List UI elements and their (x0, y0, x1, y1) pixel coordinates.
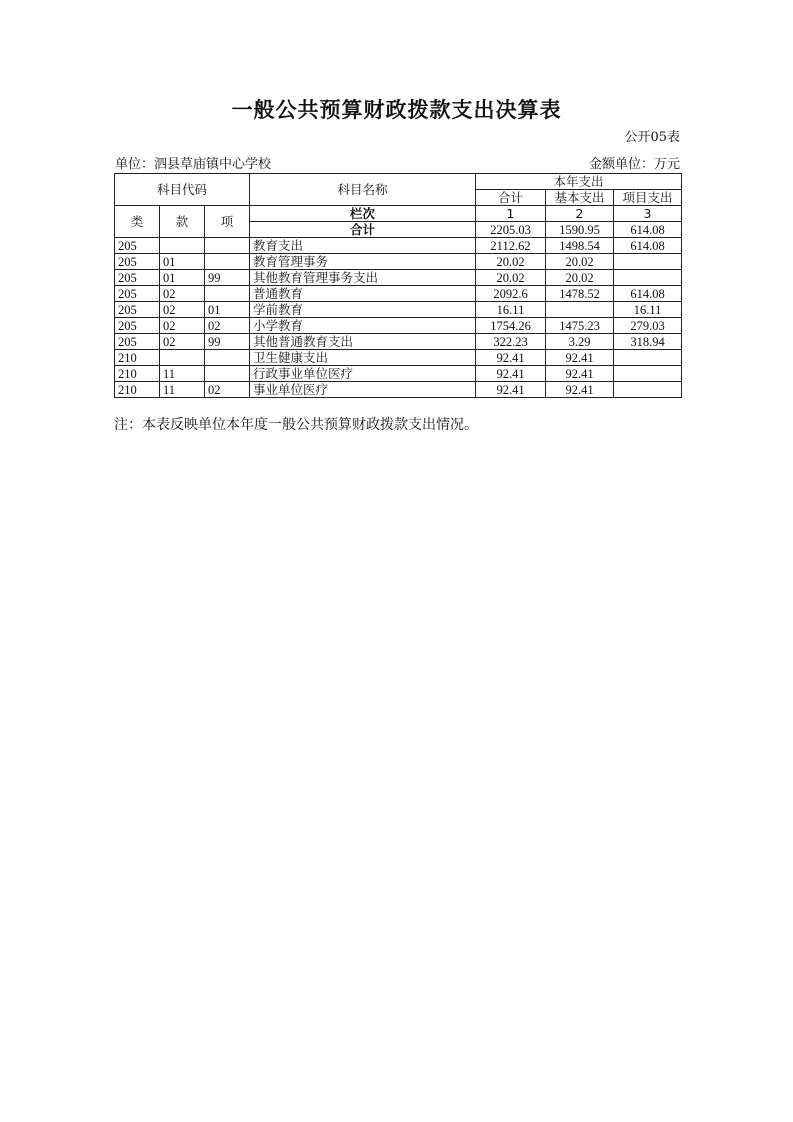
cell-kuan (160, 350, 205, 366)
page-title: 一般公共预算财政拨款支出决算表 (231, 97, 562, 122)
table-row (115, 318, 682, 334)
cell-basic: 1478.52 (546, 286, 614, 302)
header-year-expense: 本年支出 (476, 174, 682, 190)
cell-project: 614.08 (614, 238, 682, 254)
cell-xiang: 99 (205, 334, 250, 350)
header-basic: 基本支出 (546, 190, 614, 206)
cell-total: 322.23 (476, 334, 546, 350)
cell-xiang: 01 (205, 302, 250, 318)
cell-xiang (205, 238, 250, 254)
table-row (115, 254, 682, 270)
cell-project: 16.11 (614, 302, 682, 318)
cell-xiang: 02 (205, 382, 250, 398)
table-row (115, 350, 682, 366)
table-row (115, 334, 682, 350)
cell-basic: 1498.54 (546, 238, 614, 254)
form-number: 公开05表 (624, 130, 680, 145)
sum-basic: 1590.95 (546, 222, 614, 238)
cell-subject-name: 行政事业单位医疗 (250, 366, 476, 382)
cell-kuan: 02 (160, 302, 205, 318)
cell-total: 92.41 (476, 350, 546, 366)
cell-subject-name: 普通教育 (250, 286, 476, 302)
cell-total: 2092.6 (476, 286, 546, 302)
cell-total: 16.11 (476, 302, 546, 318)
header-subject-name: 科目名称 (250, 174, 476, 206)
table-row (115, 238, 682, 254)
unit-label: 单位：泗县草庙镇中心学校 (115, 157, 272, 172)
cell-lei: 205 (115, 238, 160, 254)
header-project: 项目支出 (614, 190, 682, 206)
cell-lei: 210 (115, 350, 160, 366)
cell-kuan: 02 (160, 318, 205, 334)
cell-basic: 3.29 (546, 334, 614, 350)
cell-kuan: 02 (160, 334, 205, 350)
cell-subject-name: 小学教育 (250, 318, 476, 334)
cell-subject-name: 学前教育 (250, 302, 476, 318)
cell-subject-name: 其他普通教育支出 (250, 334, 476, 350)
cell-basic: 20.02 (546, 254, 614, 270)
cell-total: 1754.26 (476, 318, 546, 334)
cell-project (614, 366, 682, 382)
cell-total: 20.02 (476, 270, 546, 286)
cell-xiang (205, 366, 250, 382)
cell-project (614, 350, 682, 366)
cell-total: 20.02 (476, 254, 546, 270)
cell-project: 614.08 (614, 286, 682, 302)
cell-lei: 205 (115, 302, 160, 318)
header-xiang: 项 (205, 206, 250, 238)
sum-total: 2205.03 (476, 222, 546, 238)
cell-subject-name: 其他教育管理事务支出 (250, 270, 476, 286)
expenditure-table (114, 173, 682, 398)
cell-lei: 210 (115, 366, 160, 382)
table-row (115, 366, 682, 382)
cell-basic: 92.41 (546, 382, 614, 398)
cell-kuan: 11 (160, 382, 205, 398)
cell-xiang (205, 286, 250, 302)
table-row (115, 270, 682, 286)
cell-lei: 205 (115, 270, 160, 286)
cell-basic: 1475.23 (546, 318, 614, 334)
cell-project: 318.94 (614, 334, 682, 350)
cell-kuan: 02 (160, 286, 205, 302)
table-row (115, 286, 682, 302)
cell-subject-name: 教育管理事务 (250, 254, 476, 270)
cell-kuan (160, 238, 205, 254)
money-unit: 金额单位：万元 (588, 157, 680, 172)
cell-basic: 92.41 (546, 366, 614, 382)
cell-basic: 92.41 (546, 350, 614, 366)
header-total: 合计 (476, 190, 546, 206)
cell-subject-name: 教育支出 (250, 238, 476, 254)
cell-xiang: 02 (205, 318, 250, 334)
cell-subject-name: 卫生健康支出 (250, 350, 476, 366)
cell-lei: 205 (115, 318, 160, 334)
cell-total: 92.41 (476, 382, 546, 398)
header-col2: 2 (546, 206, 614, 222)
cell-lei: 210 (115, 382, 160, 398)
table-note: 注：本表反映单位本年度一般公共预算财政拨款支出情况。 (114, 417, 478, 433)
cell-xiang: 99 (205, 270, 250, 286)
cell-kuan: 11 (160, 366, 205, 382)
cell-xiang (205, 350, 250, 366)
header-col3: 3 (614, 206, 682, 222)
cell-basic (546, 302, 614, 318)
table-row (115, 382, 682, 398)
cell-basic: 20.02 (546, 270, 614, 286)
cell-total: 92.41 (476, 366, 546, 382)
cell-xiang (205, 254, 250, 270)
header-lei: 类 (115, 206, 160, 238)
cell-project (614, 254, 682, 270)
header-kuan: 款 (160, 206, 205, 238)
header-subject-code: 科目代码 (115, 174, 250, 206)
cell-project: 279.03 (614, 318, 682, 334)
cell-project (614, 382, 682, 398)
sum-project: 614.08 (614, 222, 682, 238)
cell-subject-name: 事业单位医疗 (250, 382, 476, 398)
cell-lei: 205 (115, 334, 160, 350)
cell-total: 2112.62 (476, 238, 546, 254)
cell-lei: 205 (115, 254, 160, 270)
header-lanci: 栏次 (250, 206, 476, 222)
cell-project (614, 270, 682, 286)
cell-kuan: 01 (160, 254, 205, 270)
cell-lei: 205 (115, 286, 160, 302)
sum-label: 合计 (250, 222, 476, 238)
table-row (115, 302, 682, 318)
cell-kuan: 01 (160, 270, 205, 286)
header-col1: 1 (476, 206, 546, 222)
